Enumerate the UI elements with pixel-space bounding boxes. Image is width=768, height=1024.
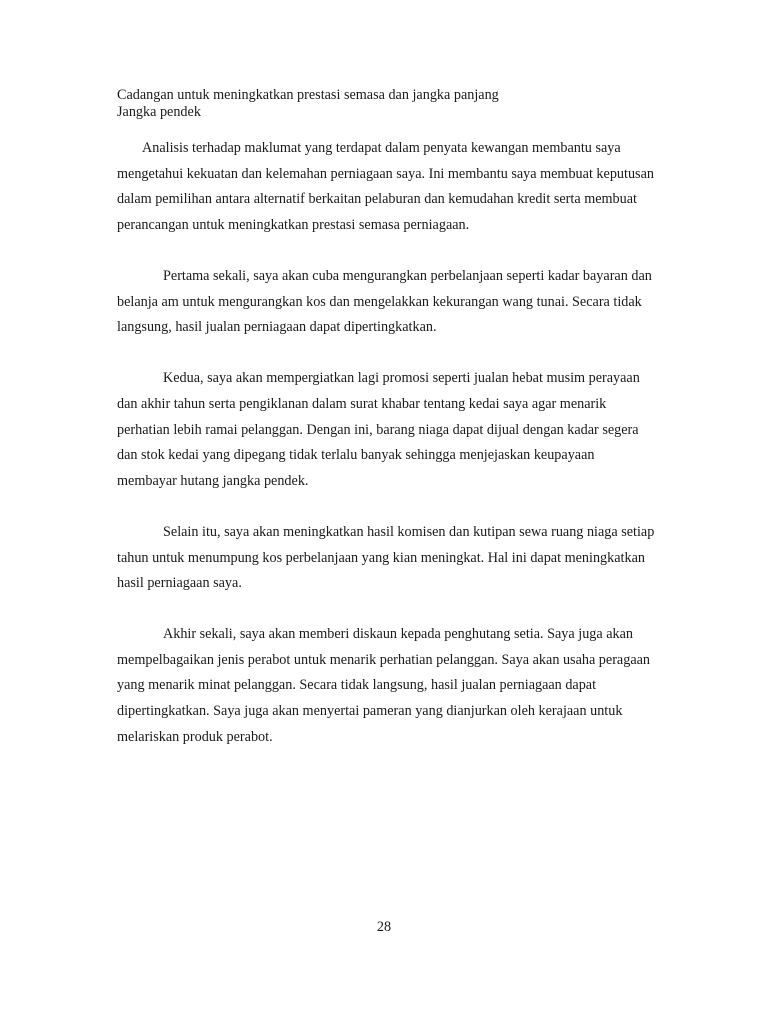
paragraph-first-point: Pertama sekali, saya akan cuba mengurangkan perbelanjaan seperti kadar bayaran dan belanja am untuk mengurangkan kos dan mengelakkan kekurangan wang tunai. Secara tidak langsung, hasil jualan perniagaan dapat dipertingkatkan. — [117, 267, 652, 336]
page-number: 28 — [376, 919, 392, 935]
paragraph-final-point: Akhir sekali, saya akan memberi diskaun kepada penghutang setia. Saya juga akan mempelbagaikan jenis perabot untuk menarik perhatian pelanggan. Saya akan usaha peragaan yang menarik minat pelanggan. Secara tidak langsung, hasil jualan perniagaan dapat dipertingkatkan. Saya juga akan menyertai pameran yang dianjurkan oleh kerajaan untuk melariskan produk perabot. — [117, 626, 651, 745]
paragraph-second-point: Kedua, saya akan mempergiatkan lagi promosi seperti jualan hebat musim perayaan dan akhir tahun serta pengiklanan dalam surat khabar tentang kedai saya agar menarik perhatian lebih ramai pelanggan. Dengan ini, barang niaga dapat dijual dengan kadar segera dan stok kedai yang dipegang tidak terlalu banyak sehingga menjejaskan keupayaan membayar hutang jangka pendek. — [117, 370, 640, 489]
paragraph-intro: Analisis terhadap maklumat yang terdapat dalam penyata kewangan membantu saya mengetahui kekuatan dan kelemahan perniagaan saya. Ini membantu saya membuat keputusan dalam pemilihan antara alternatif berkaitan pelaburan dan kemudahan kredit serta membuat perancangan untuk meningkatkan prestasi semasa perniagaan. — [117, 140, 654, 233]
section-heading: Cadangan untuk meningkatkan prestasi semasa dan jangka panjang — [117, 87, 499, 103]
subsection-heading: Jangka pendek — [117, 104, 201, 120]
body-text — [117, 136, 657, 776]
paragraph-third-point: Selain itu, saya akan meningkatkan hasil komisen dan kutipan sewa ruang niaga setiap tahun untuk menumpung kos perbelanjaan yang kian meningkat. Hal ini dapat meningkatkan hasil perniagaan saya. — [117, 523, 655, 592]
